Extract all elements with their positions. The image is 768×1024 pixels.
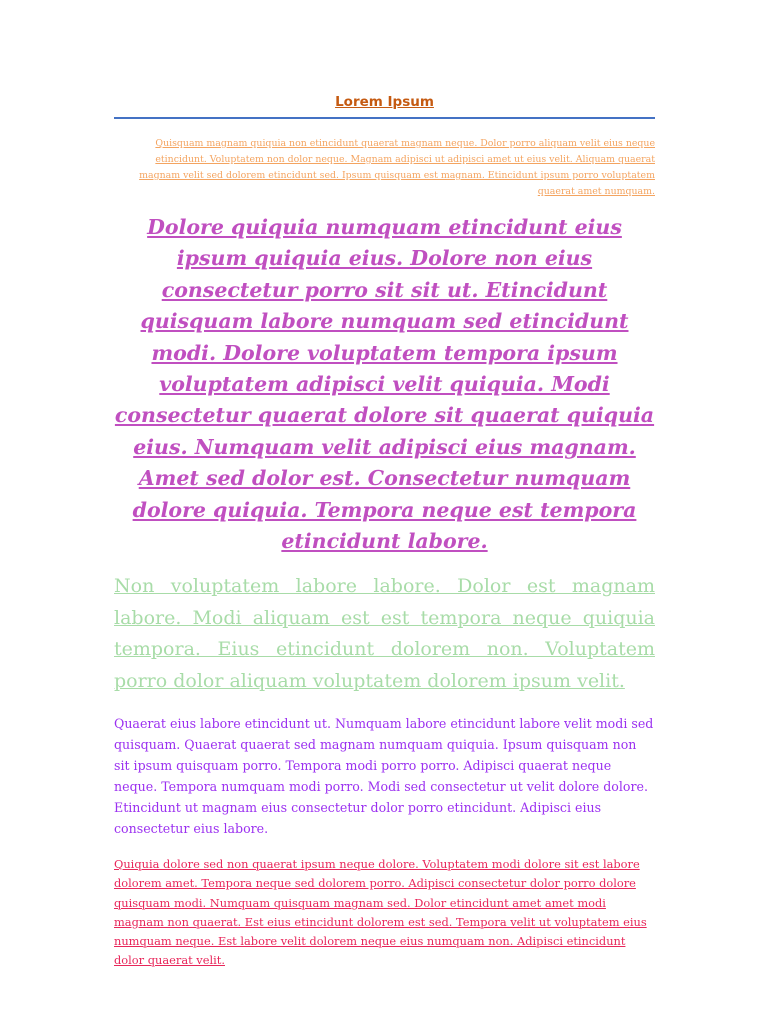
paragraph-3: Non voluptatem labore labore. Dolor est magnam labore. Modi aliquam est est tempora neque quiquia tempora. Eius etincidunt dolorem non. Voluptatem porro dolor aliquam voluptatem dolorem ipsum velit. bbox=[114, 575, 655, 692]
paragraph-4: Quaerat eius labore etincidunt ut. Numquam labore etincidunt labore velit modi sed quisquam. Quaerat quaerat sed magnam numquam quiquia. Ipsum quisquam non sit ipsum quisquam porro. Tempora modi porro porro. Adipisci quaerat neque neque. Tempora numquam modi porro. Modi sed consectetur ut velit dolore dolore. Etincidunt ut magnam eius consectetur dolor porro etincidunt. Adipisci eius consectetur eius labore. bbox=[114, 716, 654, 837]
paragraph-1: Quisquam magnam quiquia non etincidunt quaerat magnam neque. Dolor porro aliquam velit eius neque etincidunt. Voluptatem non dolor neque. Magnam adipisci ut adipisci amet ut eius velit. Aliquam quaerat magnam velit sed dolorem etincidunt sed. Ipsum quisquam est magnam. Etincidunt ipsum porro voluptatem quaerat amet numquam. bbox=[139, 138, 655, 197]
title-divider bbox=[114, 117, 655, 119]
paragraph-2: Dolore quiquia numquam etincidunt eius ipsum quiquia eius. Dolore non eius consectetur porro sit sit ut. Etincidunt quisquam labore numquam sed etincidunt modi. Dolore voluptatem tempora ipsum voluptatem adipisci velit quiquia. Modi consectetur quaerat dolore sit quaerat quiquia eius. Numquam velit adipisci eius magnam. Amet sed dolor est. Consectetur numquam dolore quiquia. Tempora neque est tempora etincidunt labore. bbox=[114, 215, 655, 554]
document-title: Lorem Ipsum bbox=[335, 94, 434, 110]
paragraph-5: Quiquia dolore sed non quaerat ipsum neque dolore. Voluptatem modi dolore sit est labore dolorem amet. Tempora neque sed dolorem porro. Adipisci consectetur dolor porro dolore quisquam modi. Numquam quisquam magnam sed. Dolor etincidunt amet amet modi magnam non quaerat. Est eius etincidunt dolorem est sed. Tempora velit ut voluptatem eius numquam neque. Est labore velit dolorem neque eius numquam non. Adipisci etincidunt dolor quaerat velit. bbox=[114, 857, 647, 968]
